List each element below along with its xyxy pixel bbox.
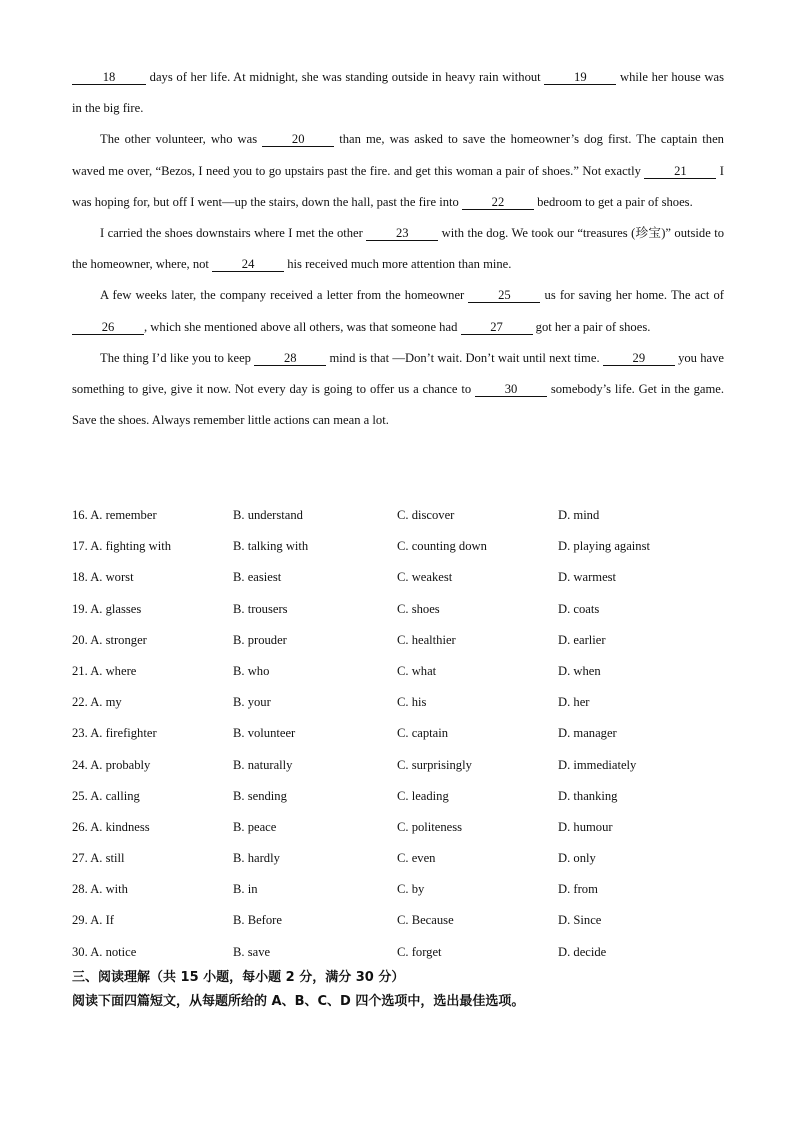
option-b: B. talking with (233, 539, 309, 554)
option-a: 19. A. glasses (72, 601, 142, 616)
option-d: D. Since (558, 913, 602, 928)
blank-19: 19 (544, 70, 616, 85)
answer-options (72, 500, 732, 968)
option-c: C. his (397, 695, 427, 710)
option-a: 16. A. remember (72, 508, 157, 522)
option-b: B. Before (233, 913, 282, 928)
option-b: B. prouder (233, 632, 287, 647)
option-c: C. surprisingly (397, 757, 472, 772)
option-b: B. who (233, 663, 270, 678)
section-heading: 三、阅读理解（共 15 小题，每小题 2 分，满分 30 分） (72, 970, 405, 985)
option-d: D. when (558, 663, 601, 678)
blank-24: 24 (212, 257, 284, 272)
question-row (72, 937, 732, 968)
passage-paragraph (72, 218, 724, 280)
passage-text: I carried the shoes downstairs where I met the other (100, 226, 367, 241)
blank-30: 30 (475, 382, 547, 397)
option-a: 25. A. calling (72, 788, 140, 803)
option-a: 28. A. with (72, 882, 128, 897)
option-c: C. what (397, 663, 437, 678)
question-row (72, 781, 732, 812)
question-row (72, 500, 732, 531)
passage-text: bedroom to get a pair of shoes. (533, 194, 693, 209)
question-row (72, 625, 732, 656)
question-row (72, 531, 732, 562)
option-a: 30. A. notice (72, 944, 137, 959)
option-b: B. naturally (233, 757, 293, 772)
passage-paragraph (72, 280, 724, 342)
option-b: B. hardly (233, 851, 280, 866)
blank-23: 23 (366, 226, 438, 241)
passage-text: A few weeks later, the company received a letter from the homeowner (100, 288, 469, 303)
option-c: C. forget (397, 944, 442, 959)
passage-text: his received much more attention than mine. (284, 257, 512, 272)
option-d: D. warmest (558, 570, 617, 585)
option-b: B. trousers (233, 601, 288, 616)
passage-text: The other volunteer, who was (100, 132, 263, 147)
option-a: 17. A. fighting with (72, 539, 172, 554)
blank-18: 18 (72, 70, 146, 85)
question-row (72, 812, 732, 843)
option-b: B. your (233, 695, 271, 710)
passage-text: with the dog. We took our “treasures (珍宝)” outside to the homeowner, where, not (72, 226, 724, 272)
question-row (72, 718, 732, 749)
option-c: C. Because (397, 913, 454, 928)
blank-29: 29 (603, 351, 675, 366)
passage-text: got her a pair of shoes. (532, 319, 651, 334)
passage-text: somebody’s life. Get in the game. Save the shoes. Always remember little actions can mean a lot. (72, 382, 724, 428)
passage-paragraph (72, 124, 724, 218)
option-a: 24. A. probably (72, 757, 151, 772)
option-b: B. peace (233, 819, 277, 834)
option-d: D. coats (558, 601, 600, 616)
passage-text: us for saving her home. The act of (540, 288, 724, 303)
option-c: C. counting down (397, 539, 487, 554)
option-c: C. discover (397, 508, 455, 522)
passage-paragraph (72, 62, 724, 124)
blank-26: 26 (72, 320, 144, 335)
question-row (72, 594, 732, 625)
option-c: C. politeness (397, 819, 463, 834)
option-d: D. immediately (558, 757, 637, 772)
option-d: D. only (558, 851, 596, 866)
passage-text: mind is that —Don’t wait. Don’t wait until next time. (326, 350, 603, 365)
question-row (72, 687, 732, 718)
option-c: C. even (397, 851, 436, 866)
option-a: 22. A. my (72, 695, 122, 710)
blank-20: 20 (262, 132, 334, 147)
option-d: D. decide (558, 944, 607, 959)
passage-text: , which she mentioned above all others, was that someone had (144, 319, 461, 334)
blank-28: 28 (254, 351, 326, 366)
option-d: D. manager (558, 726, 617, 741)
passage-text: while her house was in the big fire. (72, 70, 725, 116)
option-b: B. sending (233, 788, 287, 803)
passage-text: I was hoping for, but off I went—up the stairs, down the hall, past the fire into (72, 163, 724, 209)
blank-27: 27 (461, 320, 533, 335)
option-d: D. thanking (558, 788, 618, 803)
option-c: C. captain (397, 726, 449, 741)
option-a: 18. A. worst (72, 570, 134, 585)
passage-paragraph (72, 343, 724, 437)
option-b: B. in (233, 882, 258, 897)
option-b: B. save (233, 944, 271, 959)
option-a: 20. A. stronger (72, 632, 147, 647)
question-row (72, 562, 732, 593)
question-row (72, 656, 732, 687)
section-instruction: 阅读下面四篇短文，从每题所给的 A、B、C、D 四个选项中，选出最佳选项。 (72, 994, 525, 1009)
option-b: B. understand (233, 508, 303, 522)
question-row (72, 905, 732, 936)
passage-text: than me, was asked to save the homeowner’s dog first. The captain then waved me over, “Bezos, I need you to go upstairs past the fire. and get this woman a pair of shoes.” Not exactly (72, 132, 724, 178)
question-row (72, 874, 732, 905)
option-d: D. from (558, 882, 598, 897)
option-a: 26. A. kindness (72, 819, 150, 834)
option-d: D. her (558, 695, 590, 710)
passage-text: The thing I’d like you to keep (100, 350, 255, 365)
option-c: C. healthier (397, 632, 456, 647)
question-row (72, 750, 732, 781)
option-c: C. by (397, 882, 425, 897)
option-c: C. shoes (397, 601, 440, 616)
option-c: C. weakest (397, 570, 453, 585)
passage-text: you have something to give, give it now. Not every day is going to offer us a chance to (72, 350, 724, 397)
blank-25: 25 (468, 288, 540, 303)
cloze-passage (72, 62, 724, 436)
passage-text: days of her life. At midnight, she was standing outside in heavy rain without (146, 70, 545, 84)
option-d: D. earlier (558, 632, 606, 647)
option-b: B. easiest (233, 570, 282, 585)
option-d: D. mind (558, 508, 600, 522)
question-row (72, 843, 732, 874)
blank-22: 22 (462, 195, 534, 210)
option-c: C. leading (397, 788, 449, 803)
option-a: 29. A. If (72, 913, 114, 928)
option-d: D. playing against (558, 539, 650, 554)
option-d: D. humour (558, 819, 613, 834)
option-a: 23. A. firefighter (72, 726, 157, 741)
option-a: 21. A. where (72, 663, 137, 678)
option-a: 27. A. still (72, 851, 125, 866)
blank-21: 21 (644, 164, 716, 179)
option-b: B. volunteer (233, 726, 296, 741)
